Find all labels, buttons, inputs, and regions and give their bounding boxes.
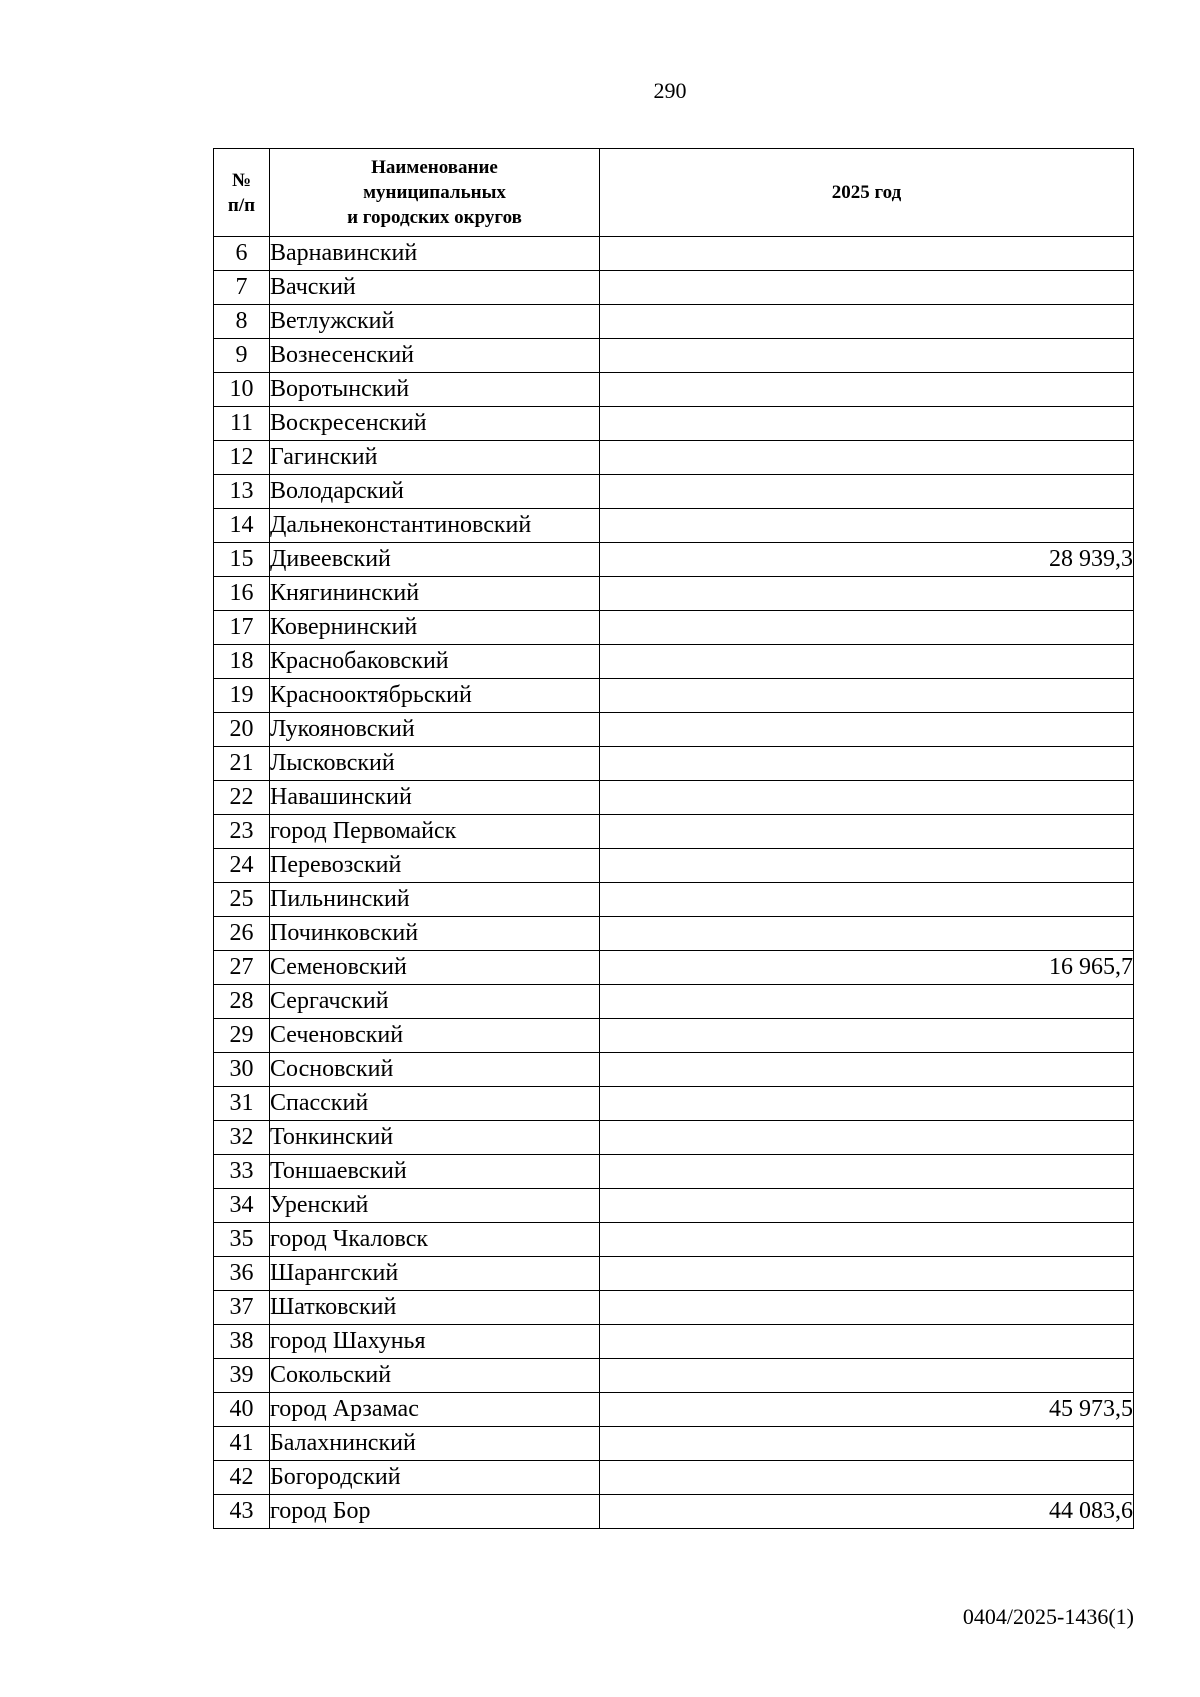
- row-number-cell: 38: [214, 1325, 270, 1359]
- municipality-name-cell: Навашинский: [270, 781, 600, 815]
- header-number-line: №: [231, 169, 252, 191]
- table-row: [214, 1325, 1134, 1359]
- row-number-cell: 30: [214, 1053, 270, 1087]
- table-row: [214, 1291, 1134, 1325]
- value-2025-cell: [600, 1291, 1134, 1325]
- row-number-cell: 23: [214, 815, 270, 849]
- municipality-name-cell: Богородский: [270, 1461, 600, 1495]
- header-number: [214, 149, 270, 237]
- municipality-name-cell: Пильнинский: [270, 883, 600, 917]
- row-number-cell: 36: [214, 1257, 270, 1291]
- municipality-name-cell: Уренский: [270, 1189, 600, 1223]
- table-row: [214, 577, 1134, 611]
- value-2025-cell: 16 965,7: [600, 951, 1134, 985]
- table-row: [214, 883, 1134, 917]
- municipality-name-cell: Тоншаевский: [270, 1155, 600, 1189]
- table-row: [214, 1019, 1134, 1053]
- row-number-cell: 14: [214, 509, 270, 543]
- value-2025-cell: [600, 339, 1134, 373]
- row-number-cell: 12: [214, 441, 270, 475]
- municipality-name-cell: Сеченовский: [270, 1019, 600, 1053]
- table-row: [214, 917, 1134, 951]
- municipality-name-cell: Княгининский: [270, 577, 600, 611]
- municipality-name-cell: город Чкаловск: [270, 1223, 600, 1257]
- table-row: [214, 1359, 1134, 1393]
- value-2025-cell: [600, 781, 1134, 815]
- row-number-cell: 32: [214, 1121, 270, 1155]
- table-row: [214, 1461, 1134, 1495]
- row-number-cell: 22: [214, 781, 270, 815]
- table-row: [214, 1189, 1134, 1223]
- header-number-line: п/п: [227, 194, 256, 216]
- value-2025-cell: [600, 271, 1134, 305]
- row-number-cell: 43: [214, 1495, 270, 1529]
- row-number-cell: 7: [214, 271, 270, 305]
- value-2025-cell: 28 939,3: [600, 543, 1134, 577]
- value-2025-cell: [600, 747, 1134, 781]
- value-2025-cell: [600, 237, 1134, 271]
- table-row: [214, 237, 1134, 271]
- document-code: 0404/2025-1436(1): [962, 1604, 1134, 1629]
- row-number-cell: 41: [214, 1427, 270, 1461]
- row-number-cell: 17: [214, 611, 270, 645]
- row-number-cell: 24: [214, 849, 270, 883]
- row-number-cell: 25: [214, 883, 270, 917]
- header-year: 2025 год: [600, 149, 1134, 237]
- table-row: [214, 509, 1134, 543]
- value-2025-cell: [600, 645, 1134, 679]
- row-number-cell: 42: [214, 1461, 270, 1495]
- row-number-cell: 13: [214, 475, 270, 509]
- header-name-line: муниципальных: [363, 182, 506, 203]
- municipality-name-cell: Вачский: [270, 271, 600, 305]
- municipality-name-cell: Семеновский: [270, 951, 600, 985]
- value-2025-cell: [600, 883, 1134, 917]
- municipality-name-cell: Перевозский: [270, 849, 600, 883]
- table-row: [214, 1495, 1134, 1529]
- header-name: [270, 149, 600, 237]
- municipality-name-cell: Вознесенский: [270, 339, 600, 373]
- value-2025-cell: [600, 1087, 1134, 1121]
- value-2025-cell: [600, 1461, 1134, 1495]
- page-number: 290: [653, 78, 687, 103]
- table-row: [214, 645, 1134, 679]
- value-2025-cell: [600, 1189, 1134, 1223]
- table-row: [214, 713, 1134, 747]
- municipality-name-cell: Балахнинский: [270, 1427, 600, 1461]
- table-row: [214, 679, 1134, 713]
- municipality-name-cell: Шарангский: [270, 1257, 600, 1291]
- municipality-name-cell: Дальнеконстантиновский: [270, 509, 600, 543]
- table-row: [214, 985, 1134, 1019]
- municipality-name-cell: Ковернинский: [270, 611, 600, 645]
- table-row: [214, 1087, 1134, 1121]
- municipality-name-cell: Володарский: [270, 475, 600, 509]
- row-number-cell: 6: [214, 237, 270, 271]
- row-number-cell: 39: [214, 1359, 270, 1393]
- municipality-name-cell: Лукояновский: [270, 713, 600, 747]
- municipality-name-cell: Починковский: [270, 917, 600, 951]
- table-row: [214, 747, 1134, 781]
- value-2025-cell: [600, 407, 1134, 441]
- table-row: [214, 339, 1134, 373]
- value-2025-cell: [600, 849, 1134, 883]
- row-number-cell: 26: [214, 917, 270, 951]
- municipality-name-cell: город Бор: [270, 1495, 600, 1529]
- table-row: [214, 1393, 1134, 1427]
- municipality-name-cell: Тонкинский: [270, 1121, 600, 1155]
- allocation-table: [213, 148, 1134, 1529]
- table-row: [214, 1121, 1134, 1155]
- municipality-name-cell: Краснооктябрьский: [270, 679, 600, 713]
- row-number-cell: 29: [214, 1019, 270, 1053]
- row-number-cell: 15: [214, 543, 270, 577]
- row-number-cell: 9: [214, 339, 270, 373]
- value-2025-cell: [600, 1019, 1134, 1053]
- municipality-name-cell: Сокольский: [270, 1359, 600, 1393]
- row-number-cell: 21: [214, 747, 270, 781]
- municipality-name-cell: Воротынский: [270, 373, 600, 407]
- municipality-name-cell: Шатковский: [270, 1291, 600, 1325]
- value-2025-cell: [600, 985, 1134, 1019]
- value-2025-cell: [600, 917, 1134, 951]
- value-2025-cell: [600, 441, 1134, 475]
- row-number-cell: 16: [214, 577, 270, 611]
- municipality-name-cell: Варнавинский: [270, 237, 600, 271]
- value-2025-cell: [600, 1359, 1134, 1393]
- row-number-cell: 18: [214, 645, 270, 679]
- municipality-name-cell: Сергачский: [270, 985, 600, 1019]
- table-row: [214, 475, 1134, 509]
- value-2025-cell: [600, 1155, 1134, 1189]
- table-row: [214, 1257, 1134, 1291]
- value-2025-cell: [600, 1053, 1134, 1087]
- table-row: [214, 1223, 1134, 1257]
- table-row: [214, 815, 1134, 849]
- municipality-name-cell: Спасский: [270, 1087, 600, 1121]
- table-row: [214, 849, 1134, 883]
- value-2025-cell: [600, 713, 1134, 747]
- header-name-line: Наименование: [371, 157, 498, 178]
- row-number-cell: 34: [214, 1189, 270, 1223]
- value-2025-cell: [600, 509, 1134, 543]
- value-2025-cell: [600, 1121, 1134, 1155]
- table-header-row: [214, 149, 1134, 237]
- table-row: [214, 1155, 1134, 1189]
- municipality-name-cell: Лысковский: [270, 747, 600, 781]
- row-number-cell: 10: [214, 373, 270, 407]
- value-2025-cell: [600, 305, 1134, 339]
- header-name-line: и городских округов: [347, 207, 522, 228]
- value-2025-cell: [600, 1427, 1134, 1461]
- row-number-cell: 11: [214, 407, 270, 441]
- municipality-name-cell: город Первомайск: [270, 815, 600, 849]
- value-2025-cell: [600, 1325, 1134, 1359]
- value-2025-cell: [600, 611, 1134, 645]
- municipality-name-cell: Дивеевский: [270, 543, 600, 577]
- row-number-cell: 27: [214, 951, 270, 985]
- municipality-name-cell: город Шахунья: [270, 1325, 600, 1359]
- row-number-cell: 8: [214, 305, 270, 339]
- value-2025-cell: [600, 815, 1134, 849]
- table-row: [214, 373, 1134, 407]
- value-2025-cell: 45 973,5: [600, 1393, 1134, 1427]
- value-2025-cell: [600, 373, 1134, 407]
- table-row: [214, 1427, 1134, 1461]
- municipality-name-cell: Ветлужский: [270, 305, 600, 339]
- table-row: [214, 543, 1134, 577]
- table-row: [214, 611, 1134, 645]
- municipality-name-cell: город Арзамас: [270, 1393, 600, 1427]
- value-2025-cell: [600, 1257, 1134, 1291]
- table-row: [214, 305, 1134, 339]
- row-number-cell: 28: [214, 985, 270, 1019]
- value-2025-cell: [600, 577, 1134, 611]
- table-row: [214, 441, 1134, 475]
- value-2025-cell: [600, 475, 1134, 509]
- municipality-name-cell: Гагинский: [270, 441, 600, 475]
- row-number-cell: 20: [214, 713, 270, 747]
- row-number-cell: 35: [214, 1223, 270, 1257]
- table-row: [214, 271, 1134, 305]
- municipality-name-cell: Сосновский: [270, 1053, 600, 1087]
- value-2025-cell: 44 083,6: [600, 1495, 1134, 1529]
- row-number-cell: 31: [214, 1087, 270, 1121]
- municipality-name-cell: Краснобаковский: [270, 645, 600, 679]
- row-number-cell: 33: [214, 1155, 270, 1189]
- municipality-name-cell: Воскресенский: [270, 407, 600, 441]
- value-2025-cell: [600, 679, 1134, 713]
- value-2025-cell: [600, 1223, 1134, 1257]
- row-number-cell: 40: [214, 1393, 270, 1427]
- table-row: [214, 407, 1134, 441]
- table-row: [214, 1053, 1134, 1087]
- row-number-cell: 37: [214, 1291, 270, 1325]
- row-number-cell: 19: [214, 679, 270, 713]
- table-row: [214, 781, 1134, 815]
- table-row: [214, 951, 1134, 985]
